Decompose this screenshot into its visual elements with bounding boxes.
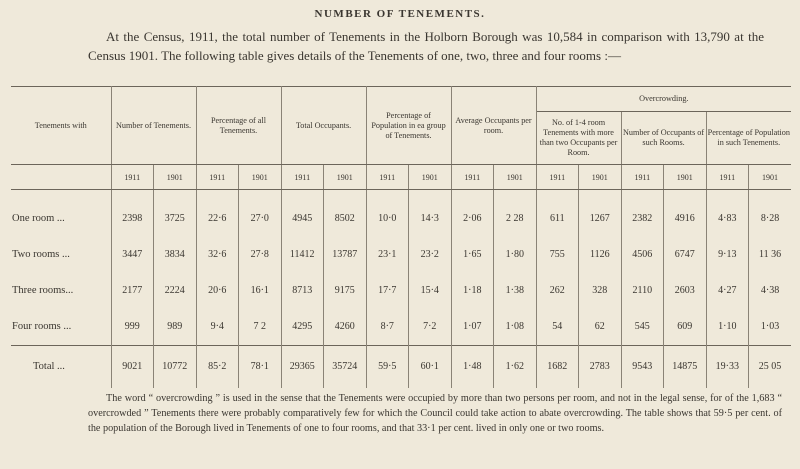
table-cell: 54: [536, 309, 579, 346]
total-cell: 1·62: [494, 345, 537, 388]
total-cell: 19·33: [706, 345, 749, 388]
table-cell: 27·8: [239, 236, 282, 272]
table-cell: 2382: [621, 200, 664, 236]
table-row-total: [11, 345, 791, 388]
table-cell: 20·6: [196, 272, 239, 308]
header-number-of-tenements: Number of Tenements.: [111, 87, 196, 165]
table-cell: 1·65: [451, 236, 494, 272]
table-cell: 4·83: [706, 200, 749, 236]
year-header: 1911: [451, 165, 494, 190]
table-cell: 17·7: [366, 272, 409, 308]
table-cell: 8·7: [366, 309, 409, 346]
year-header: 1901: [154, 165, 197, 190]
table-cell: 8502: [324, 200, 367, 236]
header-percentage-population: Percentage of Population in ea group of Tenements.: [366, 87, 451, 165]
table-cell: 2224: [154, 272, 197, 308]
table-cell: 23·2: [409, 236, 452, 272]
header-overcrowded-tenements: No. of 1-4 room Tenements with more than two Occupants per Room.: [536, 112, 621, 165]
header-average-occupants: Average Occupants per room.: [451, 87, 536, 165]
year-header: 1901: [324, 165, 367, 190]
total-cell: 9543: [621, 345, 664, 388]
total-cell: 25 05: [749, 345, 792, 388]
table-cell: 62: [579, 309, 622, 346]
table-cell: 3725: [154, 200, 197, 236]
table-cell: 1·80: [494, 236, 537, 272]
total-cell: 14875: [664, 345, 707, 388]
year-header-blank: [11, 165, 111, 190]
table-cell: 262: [536, 272, 579, 308]
year-header: 1911: [536, 165, 579, 190]
total-cell: 9021: [111, 345, 154, 388]
year-header: 1901: [664, 165, 707, 190]
header-percentage-in-such-tenements: Percentage of Population in such Tenements.: [706, 112, 791, 165]
table-cell: 32·6: [196, 236, 239, 272]
table-cell: 1·03: [760, 321, 780, 333]
total-cell: 29365: [281, 345, 324, 388]
table-row-two-rooms: [11, 236, 791, 272]
year-header: 1901: [749, 165, 792, 190]
total-cell: 85·2: [196, 345, 239, 388]
table-cell: 2 28: [494, 200, 537, 236]
table-cell: 1·18: [451, 272, 494, 308]
total-cell: 2783: [579, 345, 622, 388]
total-cell: 10772: [154, 345, 197, 388]
row-label: One room ...: [11, 200, 111, 236]
header-percentage-of-tenements: Percentage of all Tenements.: [196, 87, 281, 165]
year-header: 1911: [111, 165, 154, 190]
row-label: Four rooms ...: [11, 309, 111, 346]
table-cell: 545: [621, 309, 664, 346]
table-cell: 4·27: [706, 272, 749, 308]
year-header: 1901: [579, 165, 622, 190]
table-cell: 9·13: [706, 236, 749, 272]
table-cell: 10·0: [366, 200, 409, 236]
year-header: 1911: [706, 165, 749, 190]
table-cell: 27·0: [239, 200, 282, 236]
header-tenements-with: Tenements with: [11, 87, 111, 165]
table-cell: 611: [536, 200, 579, 236]
table-cell: 11412: [281, 236, 324, 272]
table-cell: 7 2: [239, 309, 282, 346]
table-cell: 2398: [111, 200, 154, 236]
total-cell: 35724: [324, 345, 367, 388]
table-cell: 1·10: [706, 309, 749, 346]
table-cell: 14·3: [409, 200, 452, 236]
table-cell: 3447: [111, 236, 154, 272]
header-overcrowding: Overcrowding.: [536, 87, 791, 112]
table-cell: 4916: [664, 200, 707, 236]
year-header: 1911: [366, 165, 409, 190]
total-cell: 60·1: [409, 345, 452, 388]
total-cell: 1·48: [451, 345, 494, 388]
table-cell: 16·1: [239, 272, 282, 308]
table-cell: 4260: [324, 309, 367, 346]
table-cell: 999: [111, 309, 154, 346]
year-header: 1911: [281, 165, 324, 190]
table-cell: 8713: [281, 272, 324, 308]
table-cell: 1·07: [451, 309, 494, 346]
row-label: Two rooms ...: [11, 236, 111, 272]
table-cell: 7·2: [409, 309, 452, 346]
header-total-occupants: Total Occupants.: [281, 87, 366, 165]
table-cell: 4506: [621, 236, 664, 272]
table-cell: 22·6: [196, 200, 239, 236]
intro-paragraph: At the Census, 1911, the total number of Tenements in the Holborn Borough was 10,584 in comparison with 13,790 at the Census 1901. The following table gives details of the Tenements of one, two, three and four rooms :—: [88, 29, 764, 63]
total-label: Total ...: [11, 345, 111, 388]
table-cell: 13787: [324, 236, 367, 272]
footnote-paragraph: The word “ overcrowding ” is used in the sense that the Tenements were occupied by more than two persons per room, and not in the legal sense, for of the 1,683 “ overcrowded ” Tenements there were probably comparatively few for which the Council could take action to abate overcrowding. The table shows that 59·5 per cent. of the population of the Borough lived in Tenements of one to four rooms, and that 33·1 per cent. lived in only one or two rooms.: [88, 393, 782, 434]
table-cell: 2·06: [451, 200, 494, 236]
table-row-three-rooms: [11, 272, 791, 308]
table-cell: 2603: [664, 272, 707, 308]
table-cell: 9175: [324, 272, 367, 308]
table-cell: 8·28: [760, 212, 780, 224]
table-cell: 1·38: [494, 272, 537, 308]
table-cell: 1126: [579, 236, 622, 272]
table-cell: 1·08: [494, 309, 537, 346]
page-title: NUMBER OF TENEMENTS.: [314, 8, 486, 20]
table-row-one-room: [11, 200, 791, 236]
total-cell: 78·1: [239, 345, 282, 388]
table-cell: 1267: [579, 200, 622, 236]
year-header: 1901: [494, 165, 537, 190]
year-header: 1901: [239, 165, 282, 190]
table-cell: 15·4: [409, 272, 452, 308]
table-cell: 328: [579, 272, 622, 308]
table-cell: 3834: [154, 236, 197, 272]
table-cell: 4945: [281, 200, 324, 236]
header-occupants-of-such-rooms: Number of Occupants of such Rooms.: [621, 112, 706, 165]
table-cell: 23·1: [366, 236, 409, 272]
table-cell: 989: [154, 309, 197, 346]
row-label: Three rooms...: [11, 272, 111, 308]
table-cell: 4·38: [760, 284, 780, 296]
table-cell: 11 36: [758, 248, 782, 260]
table-cell: 2110: [621, 272, 664, 308]
total-cell: 1682: [536, 345, 579, 388]
table-cell: 2177: [111, 272, 154, 308]
table-cell: 609: [664, 309, 707, 346]
year-header: 1911: [196, 165, 239, 190]
tenements-table: [11, 86, 791, 388]
year-header: 1911: [621, 165, 664, 190]
total-cell: 59·5: [366, 345, 409, 388]
table-cell: 6747: [664, 236, 707, 272]
table-cell: 9·4: [196, 309, 239, 346]
table-row-four-rooms: [11, 309, 791, 346]
table-cell: 755: [536, 236, 579, 272]
year-header: 1901: [409, 165, 452, 190]
table-cell: 4295: [281, 309, 324, 346]
